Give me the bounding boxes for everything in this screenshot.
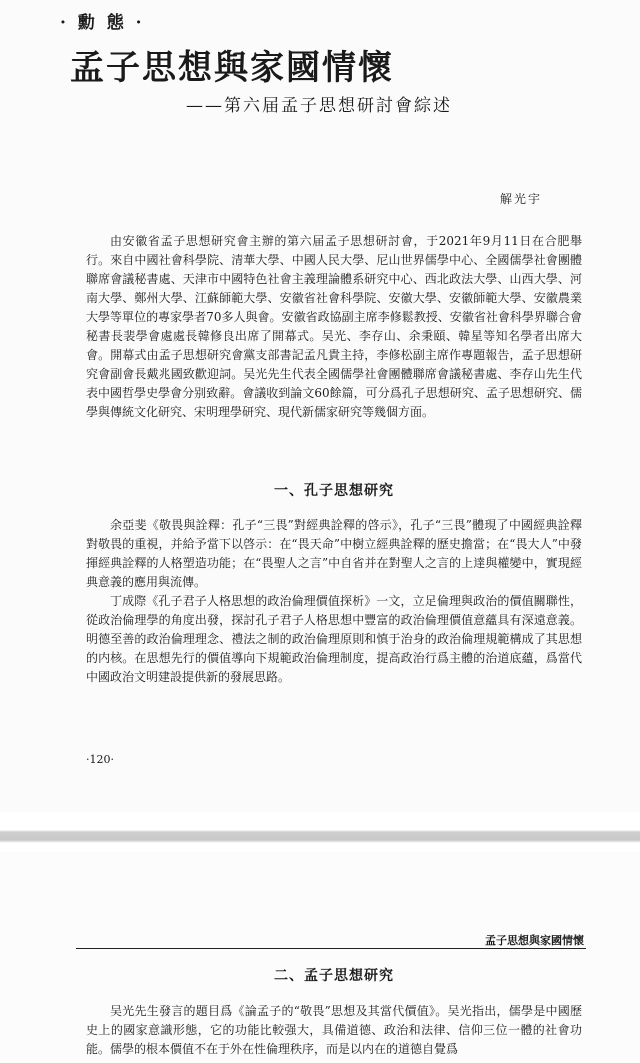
intro-paragraph: 由安徽省孟子思想研究會主辦的第六届孟子思想研討會，于2021年9月11日在合肥舉行。來自中國社會科學院、清華大學、中國人民大學、尼山世界儒學中心、全國儒學社會團體聯席會議秘書處、天津市中國特色社會主義理論體系研究中心、西北政法大學、山西大學、河南大學、鄭州大學、江蘇師範大學、安徽省社會科學院、安徽大學、安徽師範大學、安徽農業大學等單位的專家學者70多人與會。安徽省政協副主席李修鬆教授、安徽省社會科學界聯合會秘書長裴學會處處長韓修良出席了開幕式。吴光、李存山、余秉頤、韓星等知名學者出席大會。開幕式由孟子思想研究會黨支部書記孟凡貴主持，李修松副主席作專題報告，孟子思想研究會副會長戴兆國致歡迎詞。吴光先生代表全國儒學社會團體聯席會議秘書處、李存山先生代表中國哲學史學會分别致辭。會議收到論文60餘篇，可分爲孔子思想研究、孟子思想研究、儒學與傳統文化研究、宋明理學研究、現代新儒家研究等幾個方面。 (86, 234, 582, 419)
section-1-paragraph: 丁成際《孔子君子人格思想的政治倫理價值探析》一文，立足倫理與政治的價值關聯性，從政治倫理學的角度出發，探討孔子君子人格思想中豐富的政治倫理價值意蘊具有深遠意義。明德至善的政治倫理理念、禮法之制的政治倫理原則和慎于治身的政治倫理規範構成了其思想的内核。在思想先行的價值導向下規範政治倫理制度，提高政治行爲主體的治道底蘊，爲當代中國政治文明建設提供新的發展思路。 (86, 594, 582, 684)
page-separator (0, 812, 640, 852)
section-2-paragraph: 吴光先生發言的題目爲《論孟子的“敬畏”思想及其當代價值》。吴光指出，儒學是中國歷史上的國家意識形態，它的功能比較强大，具備道德、政治和法律、信仰三位一體的社會功能。儒學的根本價值不在于外在性倫理秩序，而是以内在的道德自覺爲 (86, 1004, 582, 1056)
article-title: 孟子思想與家國情懷 (70, 48, 394, 88)
section-heading-2: 二、孟子思想研究 (274, 968, 394, 984)
section-heading-1: 一、孔子思想研究 (274, 483, 394, 499)
article-subtitle: ——第六届孟子思想研討會綜述 (186, 96, 452, 116)
section-2-text (86, 1002, 582, 1059)
author-name: 解光宇 (500, 192, 543, 206)
section-1-text (86, 516, 582, 687)
intro-text (86, 232, 582, 422)
running-head: 孟子思想與家國情懷 (485, 934, 584, 947)
page-lower (0, 852, 640, 1063)
section-1-paragraph: 余亞斐《敬畏與詮釋：孔子“三畏”對經典詮釋的啓示》，孔子“三畏”體現了中國經典詮釋對敬畏的重視，并給予當下以啓示：在“畏天命”中樹立經典詮釋的歷史擔當；在“畏大人”中發揮經典詮釋的人格塑造功能；在“畏聖人之言”中自省并在對聖人之言的上達與權變中，實現經典意義的應用與流傳。 (86, 518, 582, 589)
header-rule (76, 948, 586, 949)
page-number: ·120· (86, 753, 114, 766)
column-tag: · 勳 態 · (60, 13, 145, 33)
